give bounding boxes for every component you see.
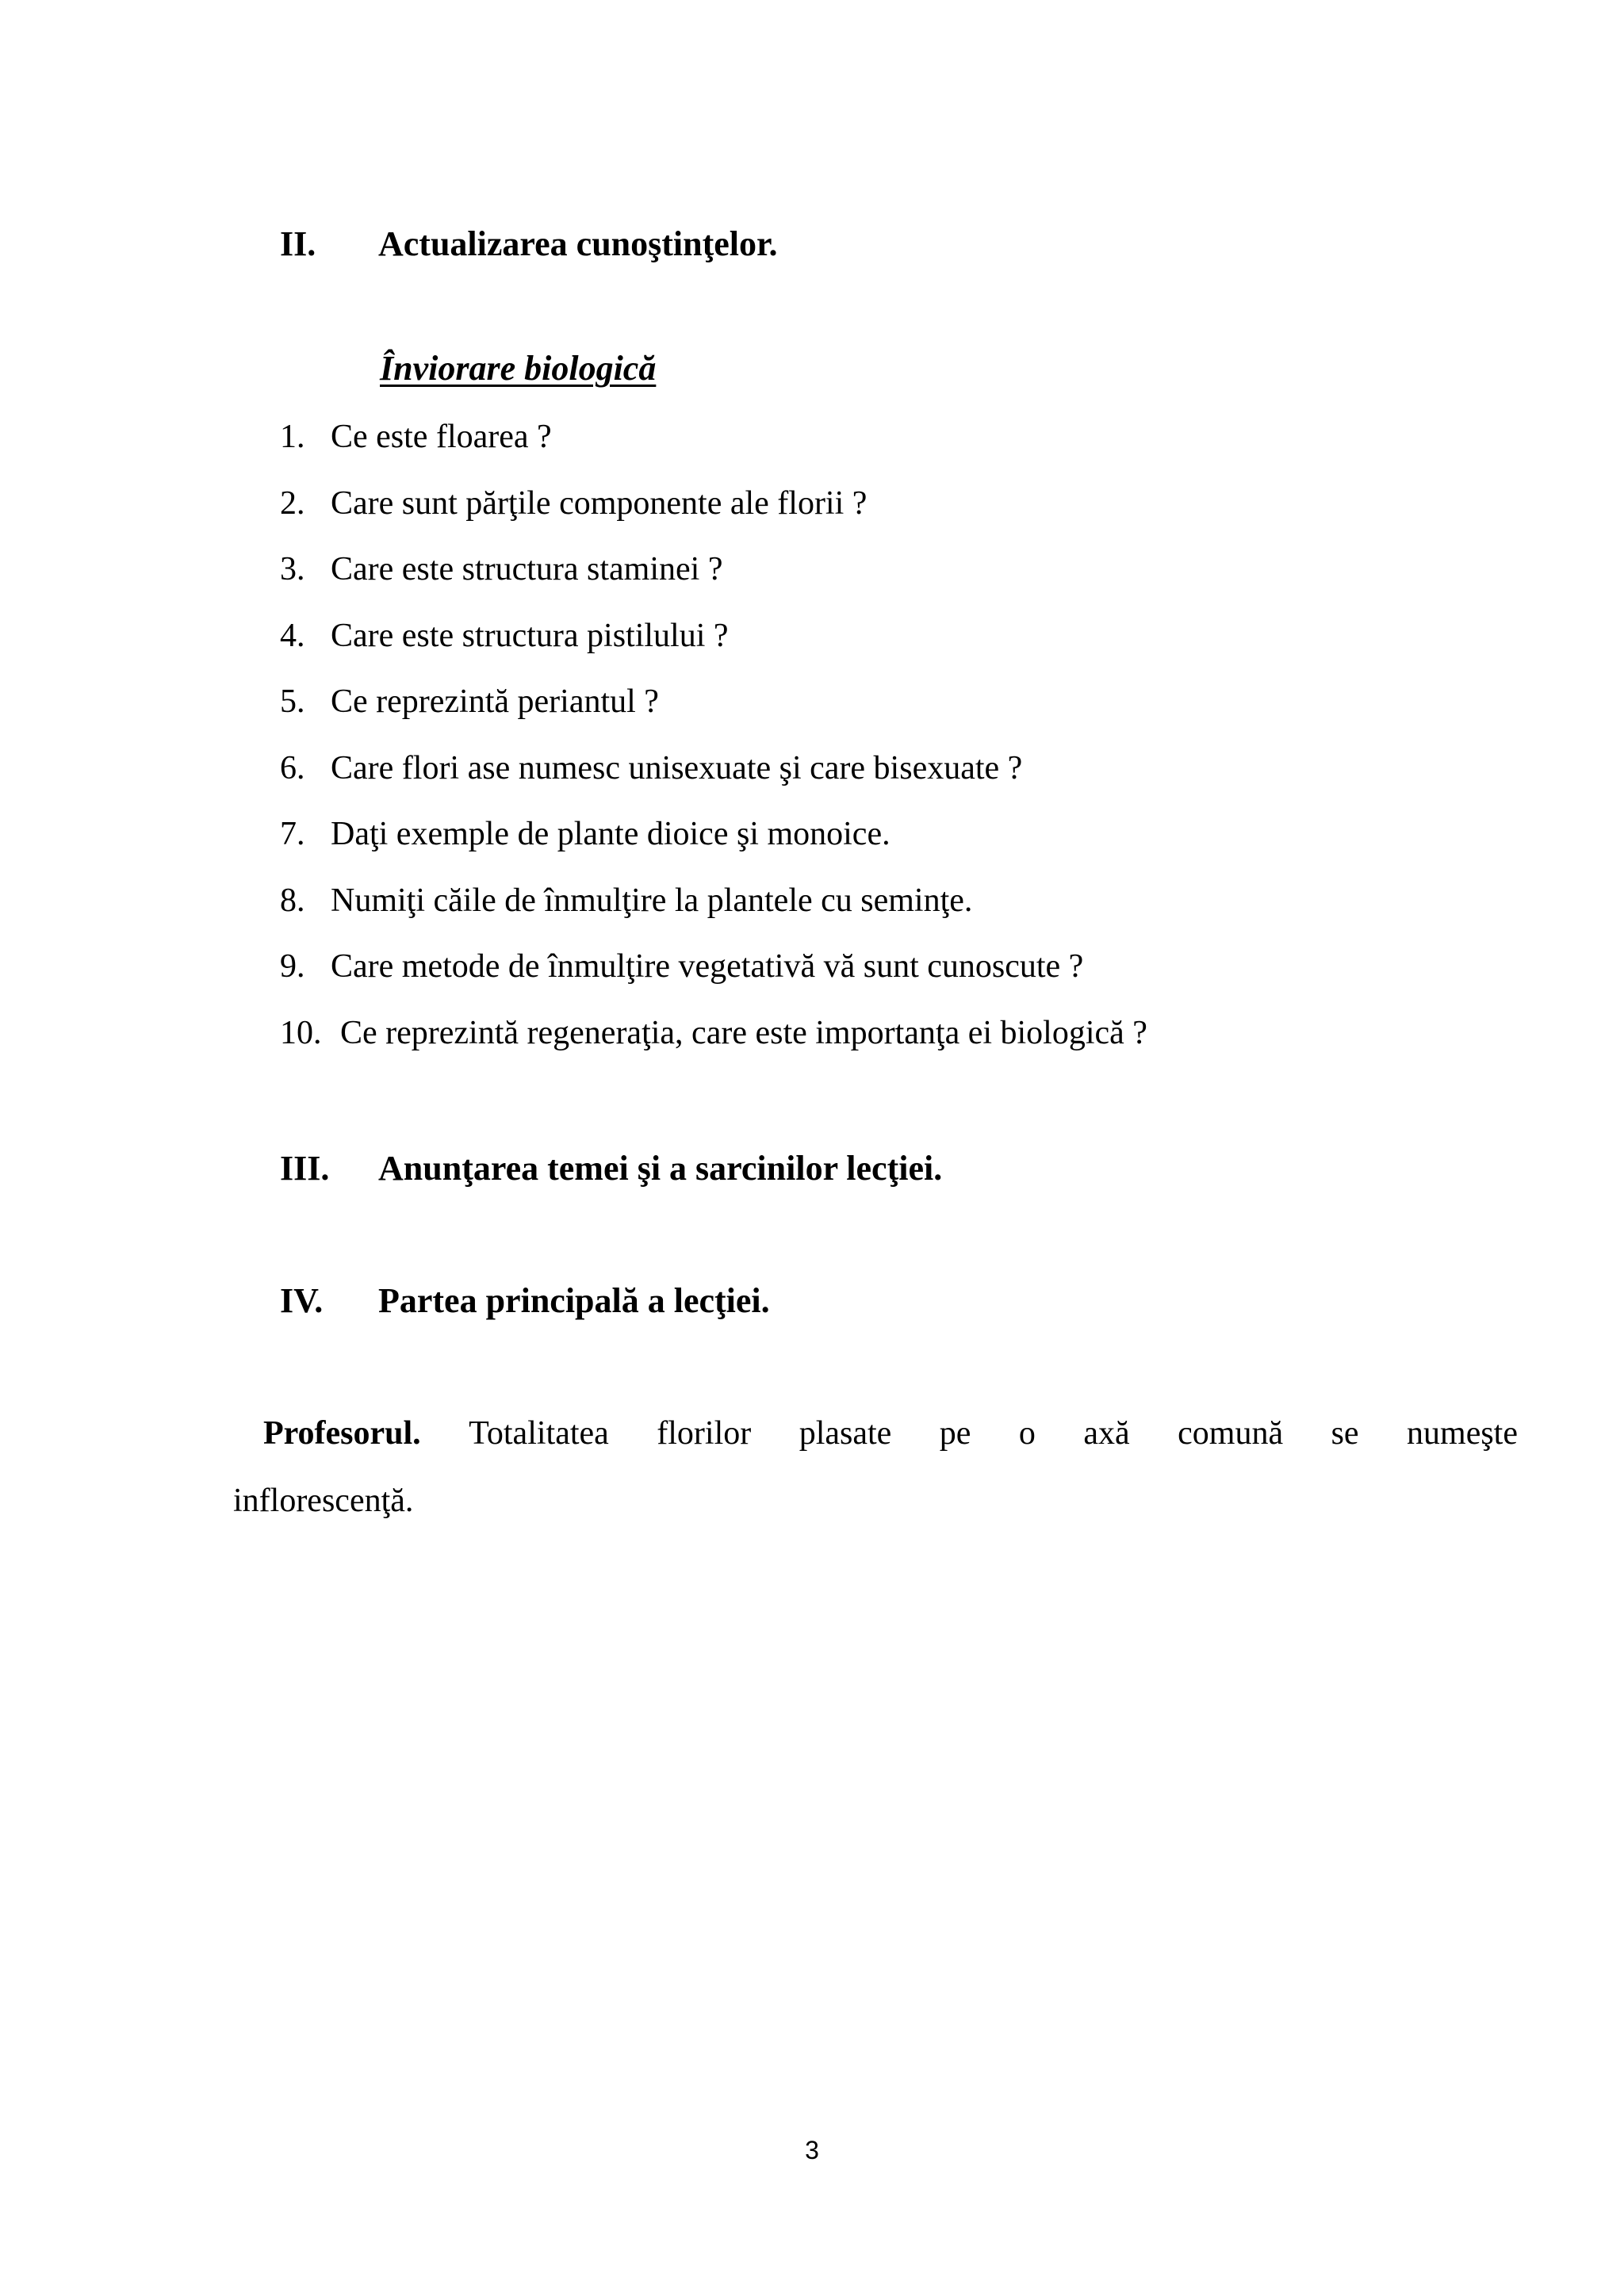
section-number: III. xyxy=(280,1149,330,1188)
paragraph-word: florilor xyxy=(657,1415,752,1452)
question-number: 5. xyxy=(280,683,305,720)
paragraph-word: comună xyxy=(1178,1415,1284,1452)
question-item xyxy=(280,749,1147,818)
question-number: 7. xyxy=(280,816,305,852)
paragraph-continuation: inflorescenţă. xyxy=(233,1483,414,1519)
question-number: 2. xyxy=(280,484,305,522)
section-number: II. xyxy=(280,224,316,263)
question-number: 8. xyxy=(280,882,305,919)
paragraph-first-line xyxy=(233,1417,1518,1450)
subheading-inviorare: Înviorare biologică xyxy=(380,349,657,388)
section-title: Actualizarea cunoştinţelor. xyxy=(378,224,778,263)
question-number: 1. xyxy=(280,419,305,455)
question-text: Care este structura pistilului ? xyxy=(331,617,729,654)
question-item xyxy=(280,619,1147,686)
question-item xyxy=(280,484,1147,553)
question-item xyxy=(280,884,1147,951)
section-number: IV. xyxy=(280,1281,324,1320)
question-number: 10. xyxy=(280,1014,322,1051)
section-heading-anuntarea xyxy=(280,1151,942,1186)
question-item xyxy=(280,685,1147,752)
question-text: Care metode de înmulţire vegetativă vă sunt cunoscute ? xyxy=(331,948,1084,985)
paragraph-word: plasate xyxy=(799,1415,892,1452)
page-number: 3 xyxy=(805,2136,819,2164)
question-number: 9. xyxy=(280,948,305,985)
section-heading-partea-principala xyxy=(280,1281,770,1320)
paragraph-word: Totalitatea xyxy=(469,1415,609,1452)
question-text: Ce reprezintă regeneraţia, care este importanţa ei biologică ? xyxy=(340,1014,1147,1051)
question-text: Ce este floarea ? xyxy=(331,419,552,455)
question-list xyxy=(280,420,1147,1082)
question-item xyxy=(280,1016,1147,1083)
question-item xyxy=(280,420,1147,487)
question-number: 4. xyxy=(280,617,305,654)
paragraph-word: pe xyxy=(939,1415,971,1452)
section-title: Partea principală a lecţiei. xyxy=(378,1281,770,1320)
question-text: Care sunt părţile componente ale florii ? xyxy=(331,484,868,522)
question-text: Care este structura staminei ? xyxy=(331,551,723,587)
paragraph-word: numeşte xyxy=(1407,1415,1518,1452)
paragraph-word: axă xyxy=(1083,1415,1130,1452)
paragraph-word: o xyxy=(1018,1415,1036,1452)
question-text: Daţi exemple de plante dioice şi monoice. xyxy=(331,816,891,852)
paragraph-word: se xyxy=(1331,1415,1359,1452)
question-number: 6. xyxy=(280,749,305,786)
question-text: Care flori ase numesc unisexuate şi care bisexuate ? xyxy=(331,749,1023,786)
section-heading-actualizarea xyxy=(280,224,778,263)
paragraph-lead: Profesorul. xyxy=(263,1415,421,1452)
question-item xyxy=(280,817,1147,884)
question-item xyxy=(280,553,1147,619)
question-text: Ce reprezintă periantul ? xyxy=(331,683,659,720)
section-title: Anunţarea temei şi a sarcinilor lecţiei. xyxy=(378,1149,943,1188)
question-item xyxy=(280,950,1147,1016)
question-number: 3. xyxy=(280,551,305,587)
question-text: Numiţi căile de înmulţire la plantele cu seminţe. xyxy=(331,882,973,919)
